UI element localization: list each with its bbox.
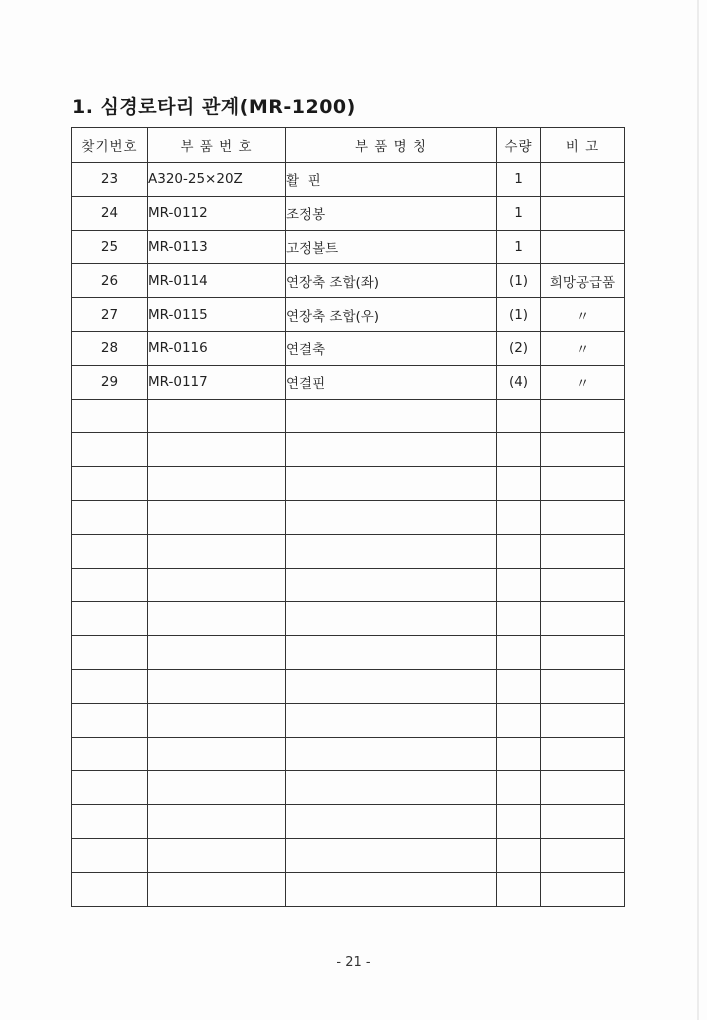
empty-cell bbox=[497, 399, 541, 433]
empty-cell bbox=[541, 467, 625, 501]
empty-cell bbox=[148, 602, 286, 636]
table-body bbox=[72, 163, 625, 907]
empty-table-row bbox=[72, 602, 625, 636]
cell-part-no: MR-0112 bbox=[148, 196, 286, 230]
empty-cell bbox=[497, 669, 541, 703]
empty-cell bbox=[286, 703, 497, 737]
empty-cell bbox=[541, 500, 625, 534]
empty-cell bbox=[497, 805, 541, 839]
empty-cell bbox=[286, 602, 497, 636]
empty-cell bbox=[541, 669, 625, 703]
table-row bbox=[72, 331, 625, 365]
empty-cell bbox=[286, 838, 497, 872]
empty-cell bbox=[148, 433, 286, 467]
empty-cell bbox=[497, 838, 541, 872]
header-remarks: 비 고 bbox=[541, 128, 625, 163]
parts-table bbox=[71, 127, 625, 907]
empty-cell bbox=[286, 433, 497, 467]
empty-table-row bbox=[72, 467, 625, 501]
cell-ref-no: 26 bbox=[72, 264, 148, 298]
empty-cell bbox=[148, 669, 286, 703]
cell-qty: (2) bbox=[497, 331, 541, 365]
empty-cell bbox=[286, 771, 497, 805]
header-part-name: 부 품 명 칭 bbox=[286, 128, 497, 163]
empty-cell bbox=[286, 568, 497, 602]
empty-cell bbox=[286, 399, 497, 433]
empty-cell bbox=[72, 467, 148, 501]
empty-cell bbox=[148, 568, 286, 602]
cell-ref-no: 25 bbox=[72, 230, 148, 264]
empty-cell bbox=[541, 703, 625, 737]
empty-cell bbox=[497, 771, 541, 805]
empty-cell bbox=[497, 703, 541, 737]
empty-table-row bbox=[72, 433, 625, 467]
empty-cell bbox=[72, 534, 148, 568]
cell-part-name: 고정볼트 bbox=[286, 230, 497, 264]
cell-remarks: 〃 bbox=[541, 365, 625, 399]
empty-cell bbox=[72, 737, 148, 771]
empty-cell bbox=[497, 872, 541, 906]
cell-part-no: MR-0113 bbox=[148, 230, 286, 264]
table-row bbox=[72, 230, 625, 264]
empty-cell bbox=[541, 838, 625, 872]
empty-cell bbox=[72, 805, 148, 839]
empty-cell bbox=[148, 737, 286, 771]
cell-remarks: 희망공급품 bbox=[541, 264, 625, 298]
empty-table-row bbox=[72, 838, 625, 872]
cell-part-name: 연장축 조합(좌) bbox=[286, 264, 497, 298]
cell-part-name: 활 핀 bbox=[286, 163, 497, 197]
empty-cell bbox=[541, 399, 625, 433]
cell-part-no: MR-0117 bbox=[148, 365, 286, 399]
empty-cell bbox=[497, 737, 541, 771]
header-qty: 수량 bbox=[497, 128, 541, 163]
cell-part-name: 조정봉 bbox=[286, 196, 497, 230]
empty-cell bbox=[72, 500, 148, 534]
empty-cell bbox=[148, 703, 286, 737]
empty-cell bbox=[497, 636, 541, 670]
empty-cell bbox=[286, 805, 497, 839]
empty-cell bbox=[541, 805, 625, 839]
cell-qty: 1 bbox=[497, 196, 541, 230]
empty-cell bbox=[72, 669, 148, 703]
cell-ref-no: 28 bbox=[72, 331, 148, 365]
cell-qty: (4) bbox=[497, 365, 541, 399]
cell-part-no: MR-0114 bbox=[148, 264, 286, 298]
empty-cell bbox=[497, 500, 541, 534]
empty-table-row bbox=[72, 669, 625, 703]
empty-cell bbox=[541, 872, 625, 906]
empty-cell bbox=[72, 872, 148, 906]
cell-remarks: 〃 bbox=[541, 298, 625, 332]
cell-ref-no: 24 bbox=[72, 196, 148, 230]
cell-ref-no: 29 bbox=[72, 365, 148, 399]
empty-cell bbox=[148, 872, 286, 906]
empty-table-row bbox=[72, 568, 625, 602]
empty-cell bbox=[72, 433, 148, 467]
empty-cell bbox=[286, 534, 497, 568]
empty-cell bbox=[148, 399, 286, 433]
cell-part-name: 연장축 조합(우) bbox=[286, 298, 497, 332]
empty-cell bbox=[72, 399, 148, 433]
cell-remarks bbox=[541, 196, 625, 230]
empty-cell bbox=[72, 636, 148, 670]
cell-qty: (1) bbox=[497, 264, 541, 298]
empty-cell bbox=[148, 838, 286, 872]
empty-table-row bbox=[72, 500, 625, 534]
empty-cell bbox=[72, 771, 148, 805]
cell-qty: 1 bbox=[497, 230, 541, 264]
cell-part-no: A320-25×20Z bbox=[148, 163, 286, 197]
empty-cell bbox=[497, 467, 541, 501]
cell-part-name: 연결핀 bbox=[286, 365, 497, 399]
empty-cell bbox=[541, 771, 625, 805]
empty-cell bbox=[541, 602, 625, 636]
cell-ref-no: 27 bbox=[72, 298, 148, 332]
empty-cell bbox=[148, 467, 286, 501]
empty-cell bbox=[541, 568, 625, 602]
empty-cell bbox=[541, 737, 625, 771]
empty-table-row bbox=[72, 534, 625, 568]
empty-cell bbox=[541, 534, 625, 568]
empty-cell bbox=[286, 636, 497, 670]
cell-ref-no: 23 bbox=[72, 163, 148, 197]
empty-cell bbox=[286, 669, 497, 703]
empty-table-row bbox=[72, 399, 625, 433]
empty-cell bbox=[286, 737, 497, 771]
cell-part-no: MR-0116 bbox=[148, 331, 286, 365]
empty-cell bbox=[148, 636, 286, 670]
header-part-no: 부 품 번 호 bbox=[148, 128, 286, 163]
empty-table-row bbox=[72, 872, 625, 906]
empty-cell bbox=[72, 568, 148, 602]
empty-cell bbox=[497, 534, 541, 568]
empty-table-row bbox=[72, 805, 625, 839]
cell-remarks bbox=[541, 163, 625, 197]
cell-part-no: MR-0115 bbox=[148, 298, 286, 332]
cell-qty: 1 bbox=[497, 163, 541, 197]
cell-qty: (1) bbox=[497, 298, 541, 332]
empty-cell bbox=[72, 838, 148, 872]
table-row bbox=[72, 365, 625, 399]
empty-table-row bbox=[72, 703, 625, 737]
cell-remarks bbox=[541, 230, 625, 264]
empty-cell bbox=[286, 500, 497, 534]
empty-table-row bbox=[72, 737, 625, 771]
empty-cell bbox=[148, 534, 286, 568]
empty-cell bbox=[148, 771, 286, 805]
empty-cell bbox=[541, 636, 625, 670]
cell-part-name: 연결축 bbox=[286, 331, 497, 365]
empty-cell bbox=[148, 805, 286, 839]
empty-cell bbox=[541, 433, 625, 467]
empty-cell bbox=[497, 602, 541, 636]
header-ref-no: 찾기번호 bbox=[72, 128, 148, 163]
table-row bbox=[72, 196, 625, 230]
table-row bbox=[72, 163, 625, 197]
empty-cell bbox=[286, 872, 497, 906]
empty-table-row bbox=[72, 636, 625, 670]
empty-cell bbox=[72, 602, 148, 636]
empty-cell bbox=[286, 467, 497, 501]
empty-cell bbox=[497, 568, 541, 602]
empty-cell bbox=[497, 433, 541, 467]
table-row bbox=[72, 264, 625, 298]
table-header-row bbox=[72, 128, 625, 163]
empty-table-row bbox=[72, 771, 625, 805]
page-number: - 21 - bbox=[336, 955, 371, 970]
cell-remarks: 〃 bbox=[541, 331, 625, 365]
table-row bbox=[72, 298, 625, 332]
empty-cell bbox=[148, 500, 286, 534]
section-title: 1. 심경로타리 관계(MR-1200) bbox=[72, 96, 356, 118]
empty-cell bbox=[72, 703, 148, 737]
